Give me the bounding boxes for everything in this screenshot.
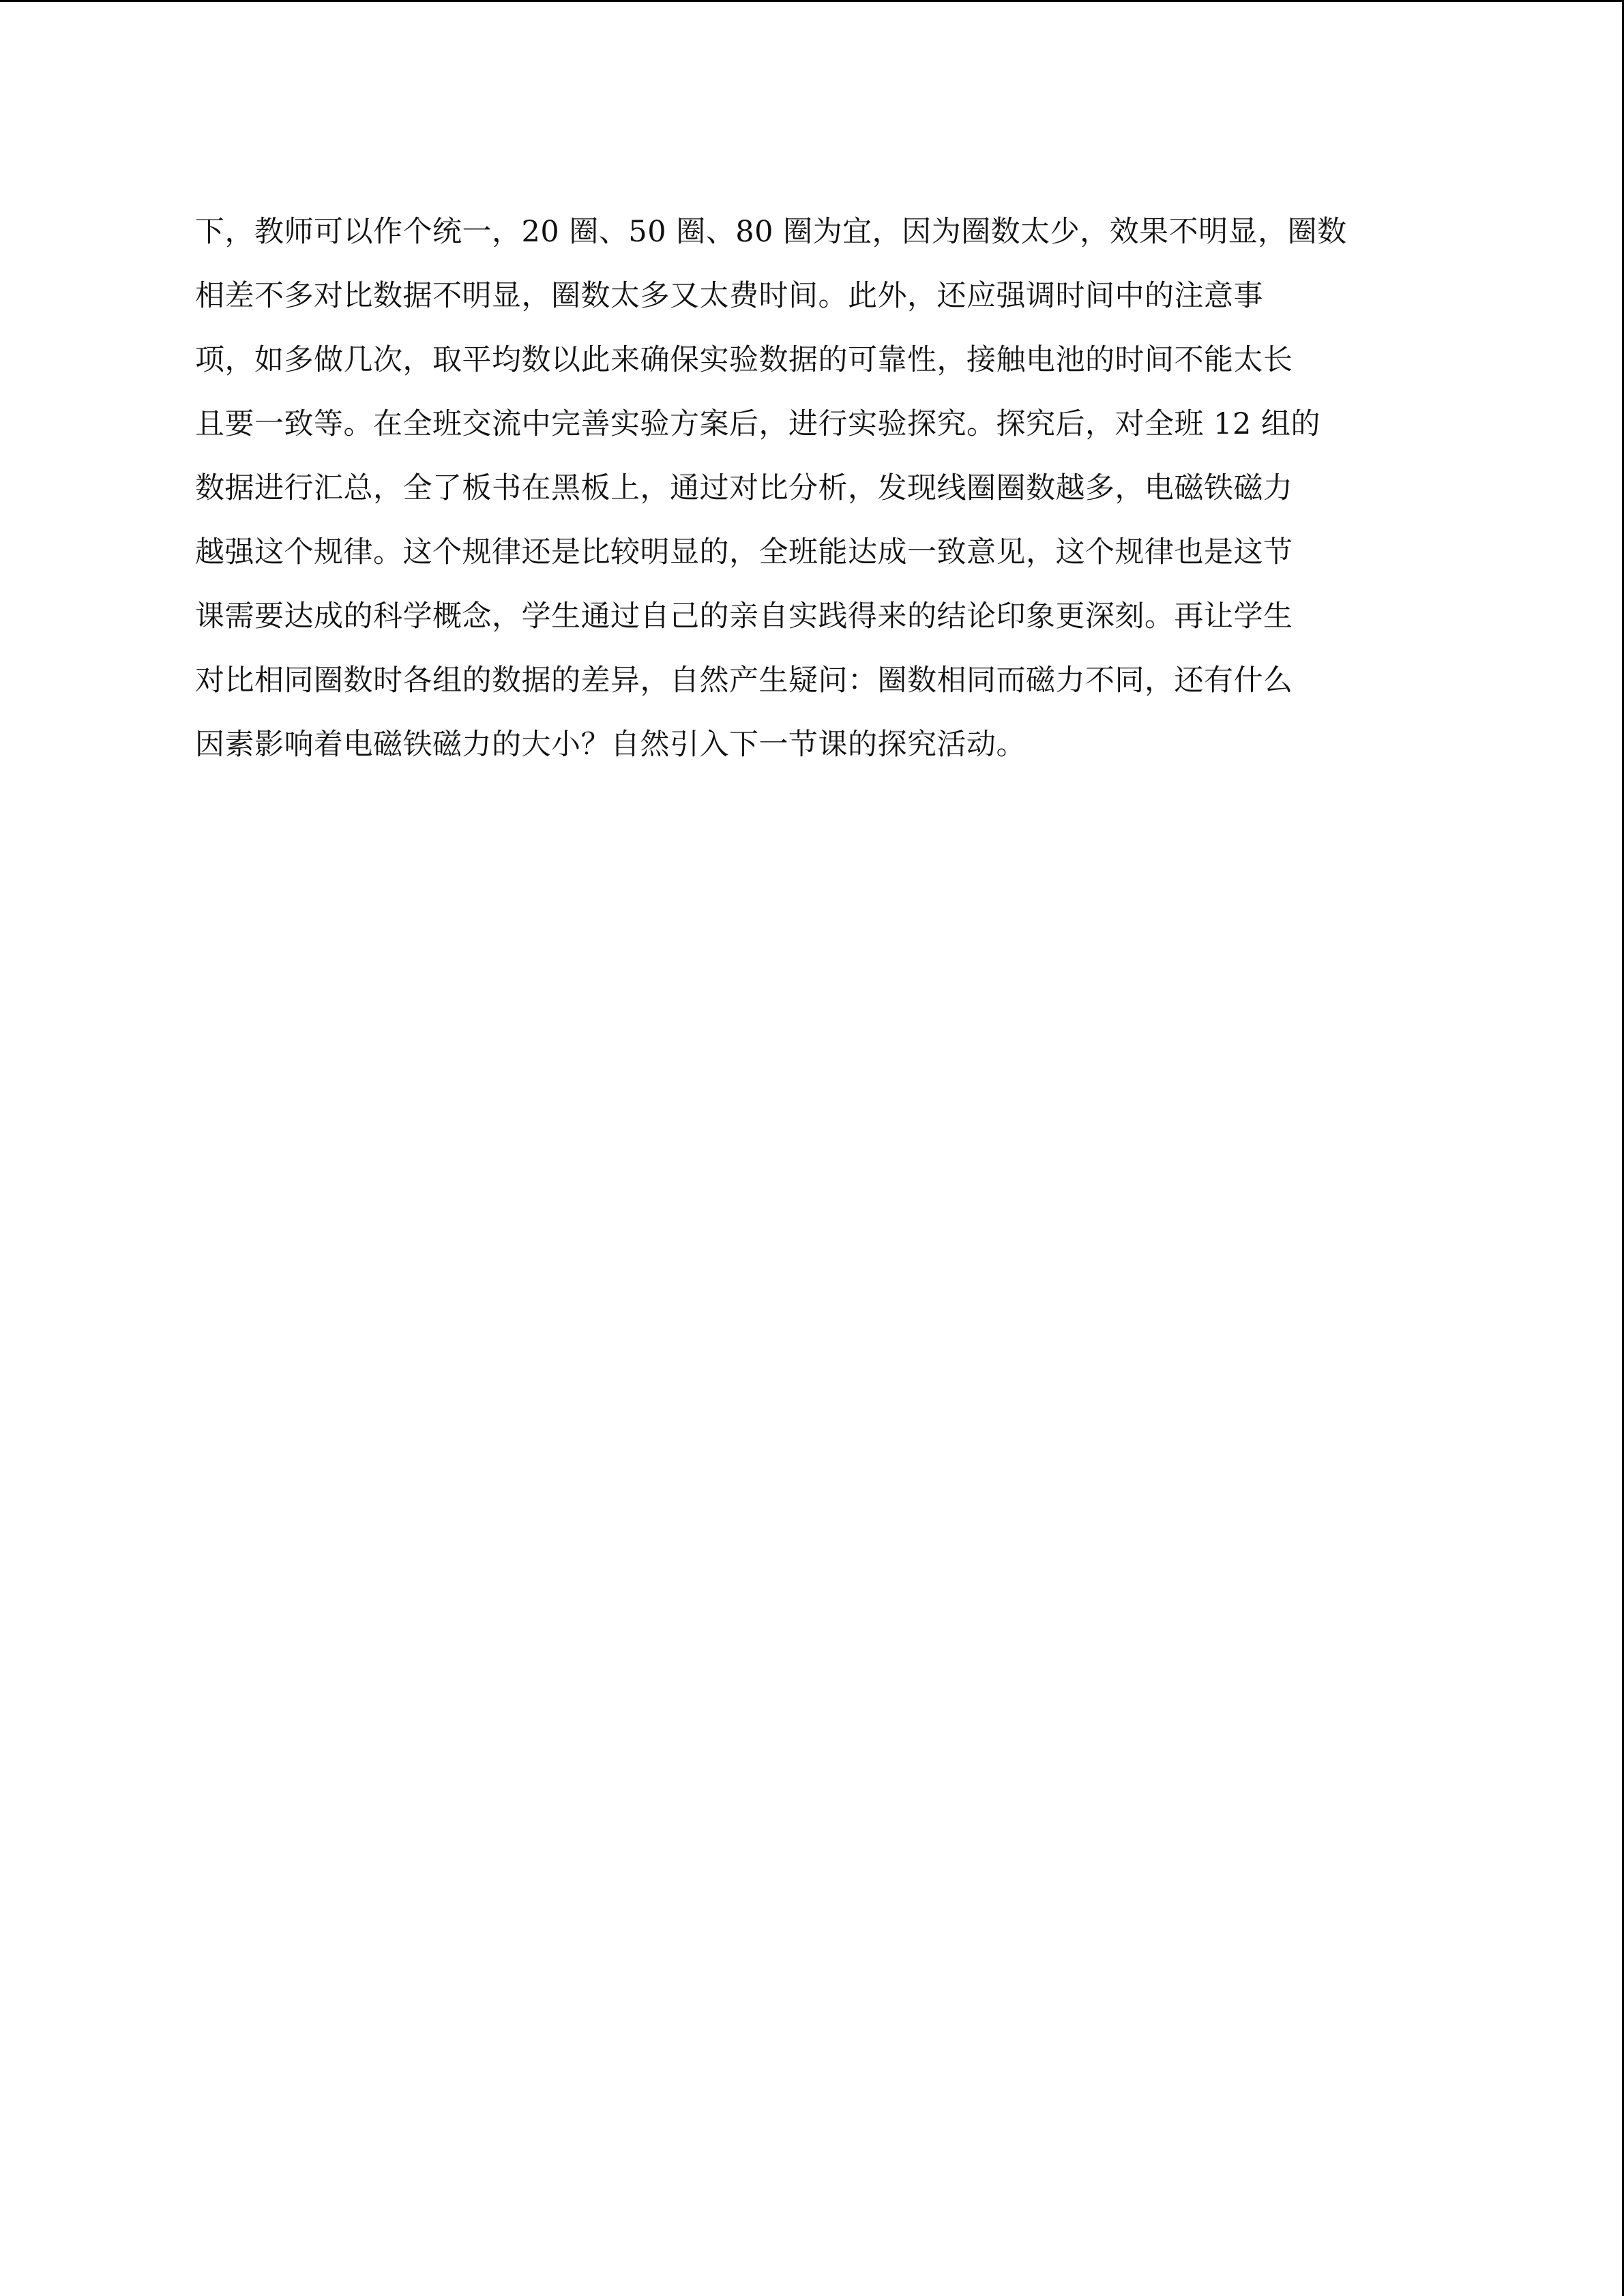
paragraph-line: 对比相同圈数时各组的数据的差异，自然产生疑问：圈数相同而磁力不同，还有什么	[195, 664, 1293, 698]
paragraph-line: 因素影响着电磁铁磁力的大小？自然引入下一节课的探究活动。	[195, 728, 1026, 762]
paragraph-line: 项，如多做几次，取平均数以此来确保实验数据的可靠性，接触电池的时间不能太长	[195, 343, 1293, 377]
paragraph-line: 且要一致等。在全班交流中完善实验方案后，进行实验探究。探究后，对全班 12 组的	[195, 407, 1321, 441]
body-paragraph	[195, 200, 1436, 777]
paragraph-line: 课需要达成的科学概念，学生通过自己的亲自实践得来的结论印象更深刻。再让学生	[195, 599, 1293, 633]
paragraph-line: 越强这个规律。这个规律还是比较明显的，全班能达成一致意见，这个规律也是这节	[195, 535, 1293, 569]
paragraph-line: 下，教师可以作个统一，20 圈、50 圈、80 圈为宜，因为圈数太少，效果不明显，圈数	[195, 215, 1347, 249]
paragraph-line: 数据进行汇总，全了板书在黑板上，通过对比分析，发现线圈圈数越多，电磁铁磁力	[195, 471, 1293, 505]
paragraph-line: 相差不多对比数据不明显，圈数太多又太费时间。此外，还应强调时间中的注意事	[195, 279, 1263, 313]
